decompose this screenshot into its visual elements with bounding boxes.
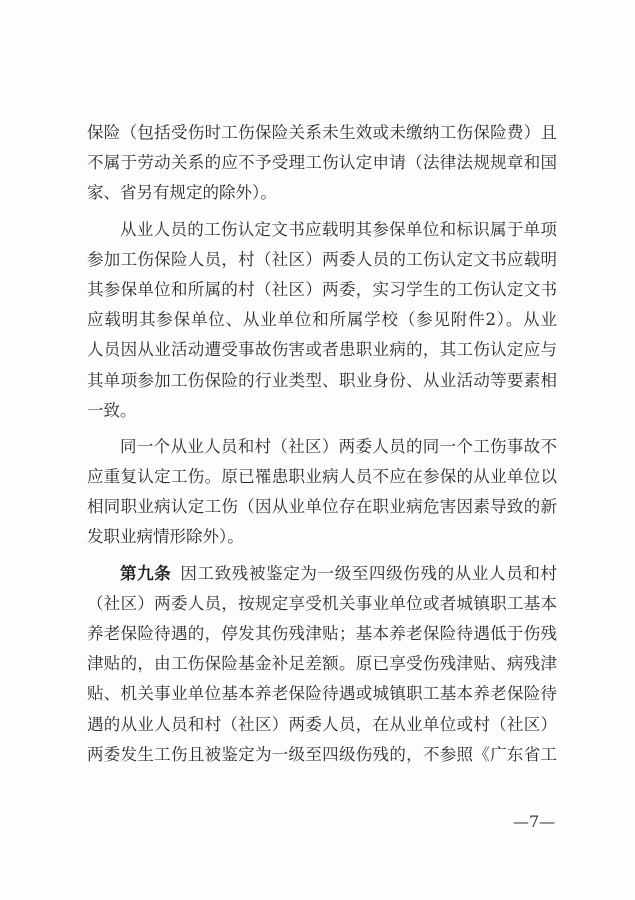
document-body	[87, 118, 557, 770]
text-line: 保险（包括受伤时工伤保险关系未生效或未缴纳工伤保险费）且	[87, 123, 557, 142]
paragraph-1	[87, 118, 557, 209]
text-line: 其单项参加工伤保险的行业类型、职业身份、从业活动等要素相	[87, 370, 557, 390]
paragraph-3	[87, 432, 557, 553]
text-line: 应载明其参保单位、从业单位和所属学校（参见附件2）。从业	[87, 310, 557, 330]
article-label: 第九条	[120, 563, 172, 583]
page-number: —7—	[513, 812, 556, 831]
text-line: 家、省另有规定的除外）。	[87, 183, 277, 203]
text-line: （社区）两委人员，按规定享受机关事业单位或者城镇职工基本	[87, 593, 557, 613]
text-line: 养老保险待遇的，停发其伤残津贴；基本养老保险待遇低于伤残	[87, 624, 557, 643]
text-line: 从业人员的工伤认定文书应载明其参保单位和标识属于单项	[120, 219, 557, 239]
text-line: 参加工伤保险人员，村（社区）两委人员的工伤认定文书应载明	[87, 249, 557, 269]
text-line: 同一个从业人员和村（社区）两委人员的同一个工伤事故不	[120, 436, 557, 456]
article-9	[87, 559, 557, 770]
article-text: 因工致残被鉴定为一级至四级伤残的从业人员和村	[179, 563, 557, 583]
text-line: 发职业病情形除外）。	[87, 527, 244, 547]
text-line: 遇的从业人员和村（社区）两委人员，在从业单位或村（社区）	[87, 714, 557, 734]
text-line	[87, 559, 557, 589]
paragraph-2	[87, 215, 557, 426]
text-line: 应重复认定工伤。原已罹患职业病人员不应在参保的从业单位以	[87, 467, 557, 487]
text-line: 津贴的，由工伤保险基金补足差额。原已享受伤残津贴、病残津	[87, 654, 557, 674]
text-line: 不属于劳动关系的应不予受理工伤认定申请（法律法规规章和国	[87, 153, 557, 173]
text-line: 其参保单位和所属的村（社区）两委，实习学生的工伤认定文书	[87, 279, 557, 299]
text-line: 一致。	[87, 400, 137, 420]
text-line: 人员因从业活动遭受事故伤害或者患职业病的，其工伤认定应与	[87, 340, 557, 360]
text-line: 两委发生工伤且被鉴定为一级至四级伤残的，不参照《广东省工	[87, 744, 557, 764]
text-line: 相同职业病认定工伤（因从业单位存在职业病危害因素导致的新	[87, 497, 557, 517]
text-line: 贴、机关事业单位基本养老保险待遇或城镇职工基本养老保险待	[87, 684, 557, 704]
